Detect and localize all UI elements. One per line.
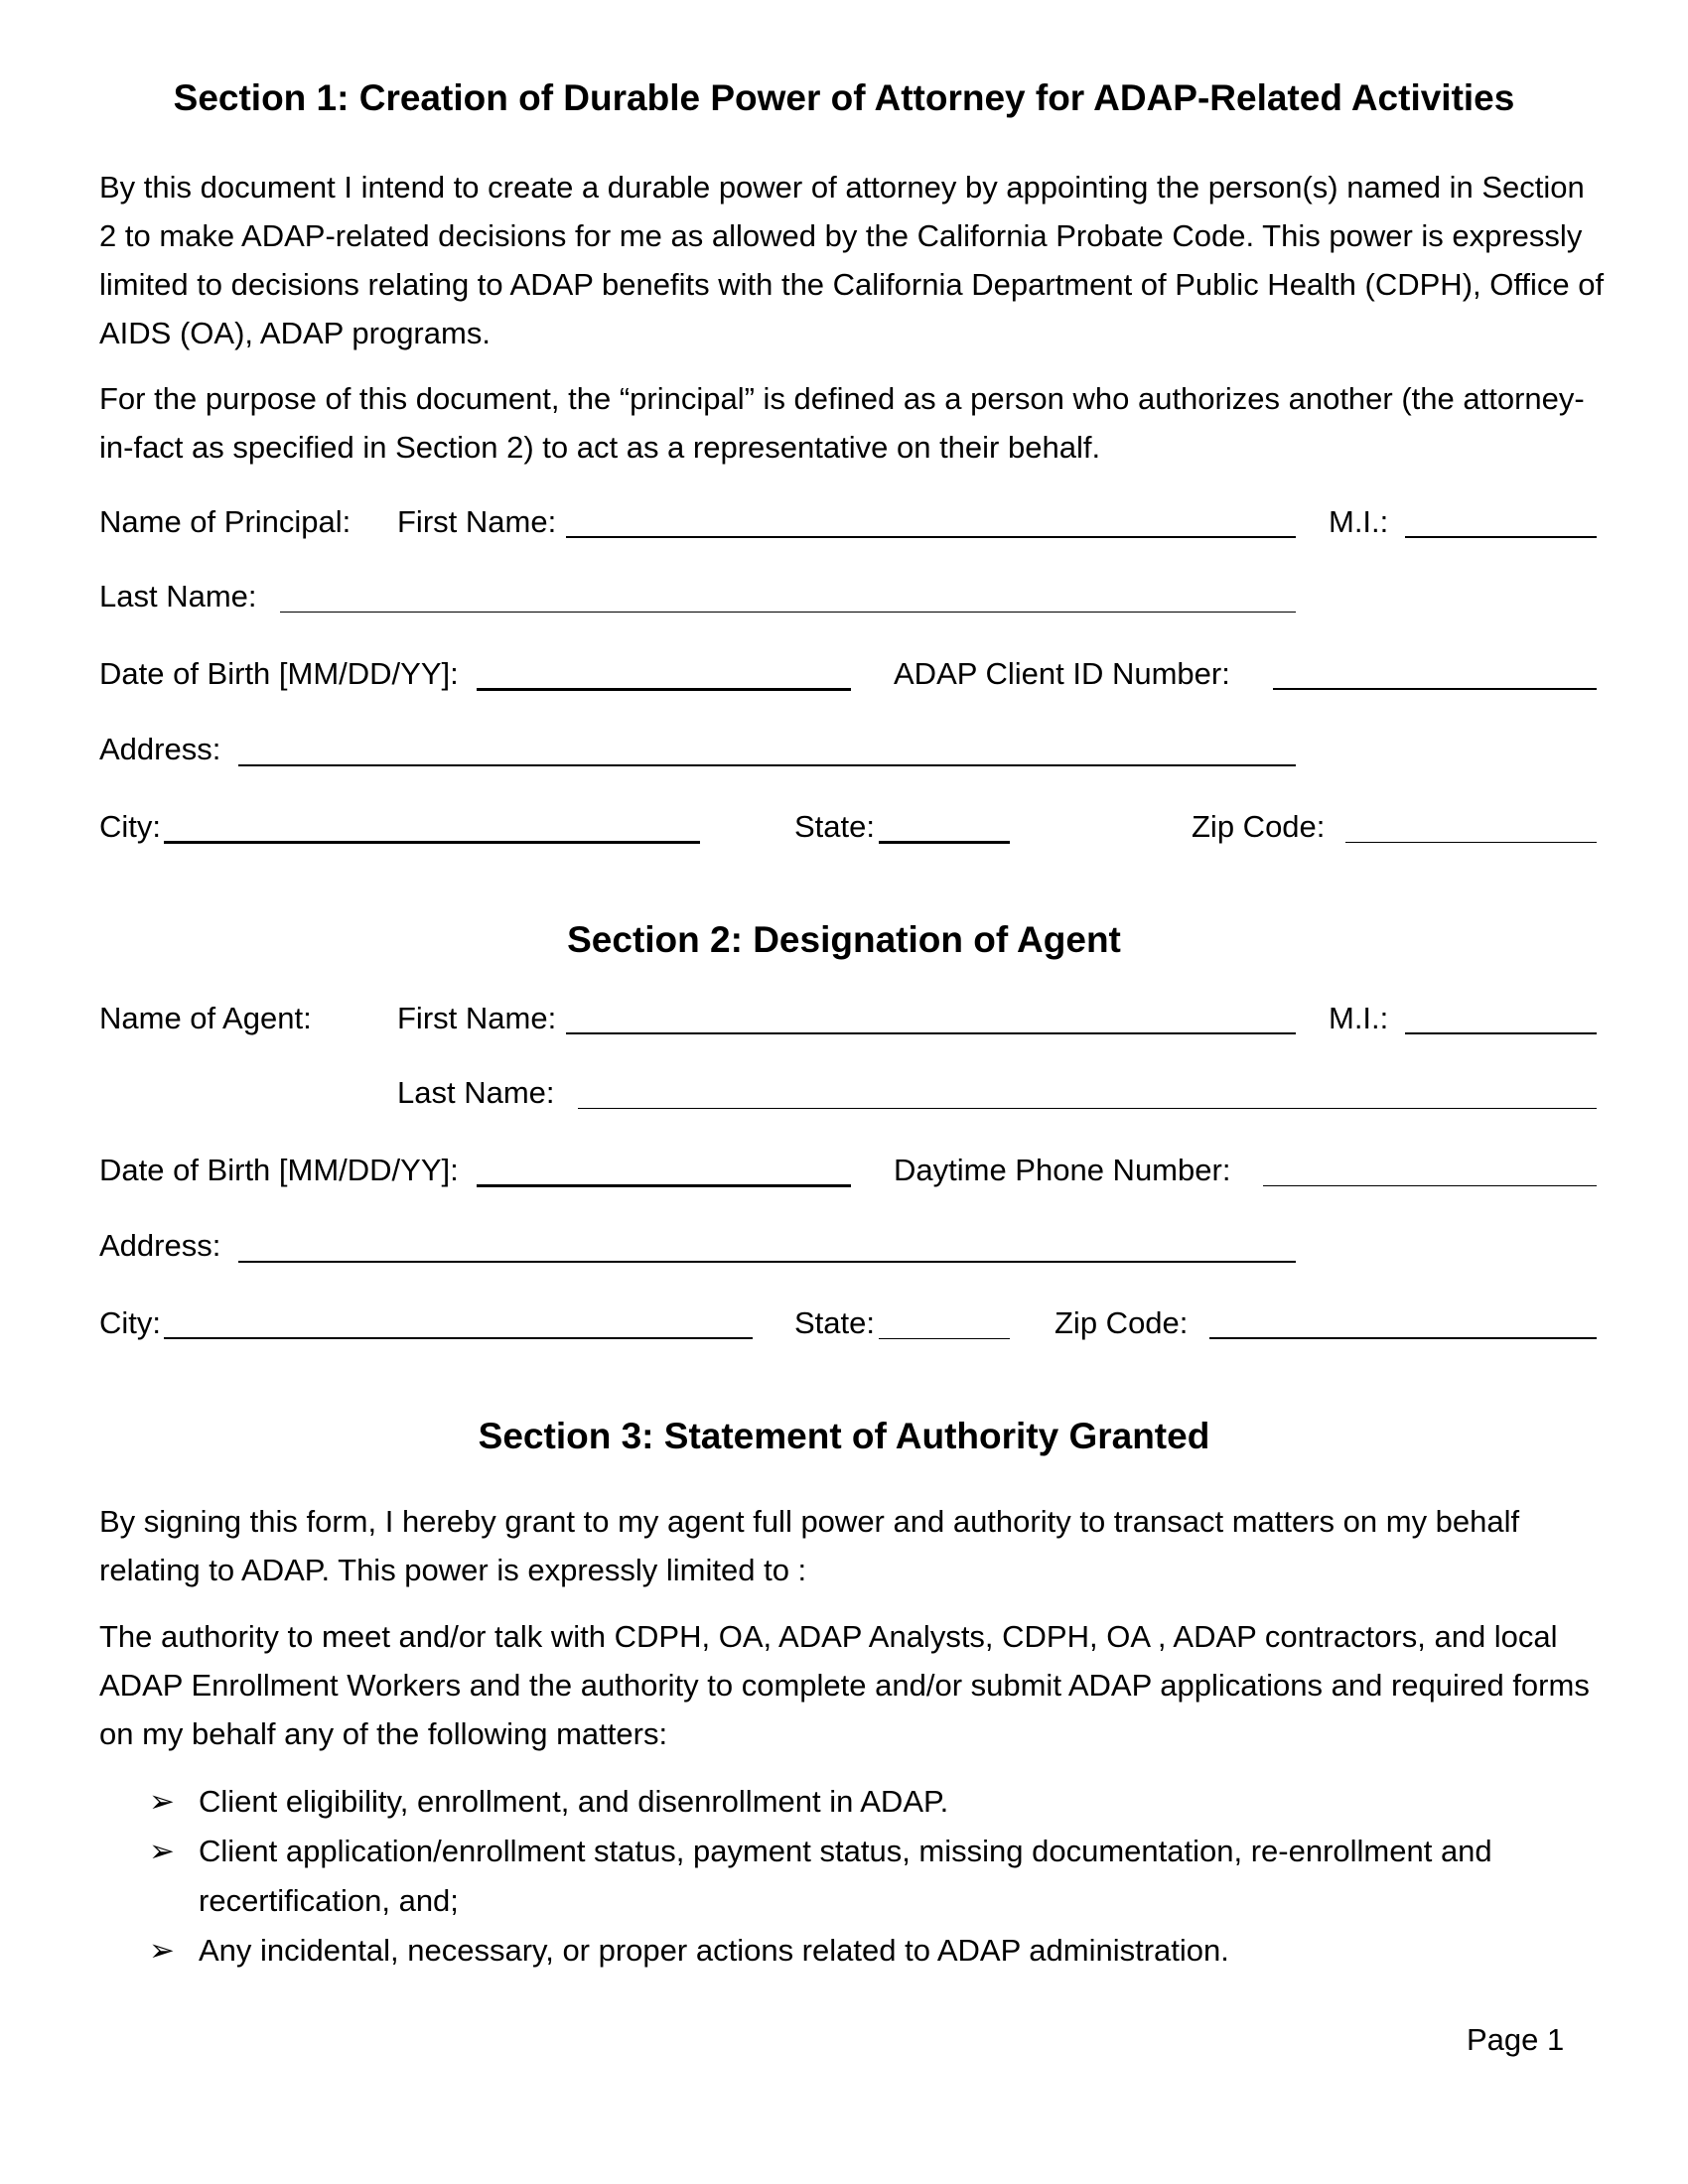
- principal-address-field[interactable]: [238, 764, 1296, 766]
- authority-matters-list: [149, 1777, 1539, 1976]
- agent-phone-label: Daytime Phone Number:: [894, 1153, 1231, 1187]
- agent-phone-field[interactable]: [1263, 1185, 1597, 1186]
- list-item: [149, 1827, 1539, 1926]
- principal-zip-field[interactable]: [1345, 842, 1597, 843]
- agent-state-label: State:: [794, 1305, 875, 1340]
- agent-mi-field[interactable]: [1405, 1032, 1597, 1034]
- principal-first-name-label: First Name:: [397, 504, 557, 539]
- section3-title: Section 3: Statement of Authority Granted: [478, 1416, 1210, 1456]
- principal-client-id-label: ADAP Client ID Number:: [894, 656, 1230, 691]
- principal-client-id-field[interactable]: [1273, 688, 1597, 690]
- section1-intro-paragraph: By this document I intend to create a durable power of attorney by appointing the person(s) named in Section 2 to make ADAP-related decisions for me as allowed by the California Probate Code. This power is expressly limited to decisions relating to ADAP benefits with the California Department of Public Health (CDPH), Office of AIDS (OA), ADAP programs.: [99, 170, 1605, 350]
- list-item-text: Client eligibility, enrollment, and disenrollment in ADAP.: [199, 1784, 949, 1819]
- section3-authority-paragraph: The authority to meet and/or talk with CDPH, OA, ADAP Analysts, CDPH, OA , ADAP contractors, and local ADAP Enrollment Workers and the authority to complete and/or submit ADAP applications and required forms on my behalf any of the following matters:: [99, 1619, 1590, 1751]
- principal-dob-field[interactable]: [477, 688, 851, 691]
- agent-zip-label: Zip Code:: [1055, 1305, 1189, 1340]
- principal-city-label: City:: [99, 809, 161, 844]
- arrow-bullet-icon: ➢: [149, 1784, 175, 1819]
- principal-last-name-label: Last Name:: [99, 579, 257, 614]
- principal-address-label: Address:: [99, 732, 221, 766]
- agent-last-name-field[interactable]: [578, 1108, 1597, 1109]
- agent-name-label: Name of Agent:: [99, 1001, 312, 1035]
- agent-mi-label: M.I.:: [1329, 1001, 1389, 1035]
- arrow-bullet-icon: ➢: [149, 1933, 175, 1968]
- agent-city-field[interactable]: [164, 1337, 753, 1339]
- principal-first-name-field[interactable]: [566, 536, 1296, 538]
- agent-first-name-field[interactable]: [566, 1032, 1296, 1034]
- agent-dob-label: Date of Birth [MM/DD/YY]:: [99, 1153, 459, 1187]
- list-item: [149, 1777, 1539, 1827]
- agent-address-label: Address:: [99, 1228, 221, 1263]
- list-item-text: Any incidental, necessary, or proper actions related to ADAP administration.: [199, 1933, 1229, 1968]
- principal-last-name-field[interactable]: [280, 612, 1296, 613]
- principal-dob-label: Date of Birth [MM/DD/YY]:: [99, 656, 459, 691]
- agent-dob-field[interactable]: [477, 1184, 851, 1187]
- agent-last-name-label: Last Name:: [397, 1075, 555, 1110]
- page-number: Page 1: [1467, 2022, 1565, 2057]
- agent-first-name-label: First Name:: [397, 1001, 557, 1035]
- section1-principal-definition: For the purpose of this document, the “principal” is defined as a person who authorizes another (the attorney-in-fact as specified in Section 2) to act as a representative on their behalf.: [99, 381, 1585, 465]
- section2-title: Section 2: Designation of Agent: [567, 919, 1121, 960]
- agent-zip-field[interactable]: [1209, 1337, 1597, 1339]
- agent-state-field[interactable]: [879, 1338, 1010, 1339]
- principal-zip-label: Zip Code:: [1192, 809, 1326, 844]
- section3-grant-paragraph: By signing this form, I hereby grant to my agent full power and authority to transact matters on my behalf relating to ADAP. This power is expressly limited to :: [99, 1504, 1520, 1587]
- principal-mi-label: M.I.:: [1329, 504, 1389, 539]
- agent-city-label: City:: [99, 1305, 161, 1340]
- principal-mi-field[interactable]: [1405, 536, 1597, 538]
- principal-state-label: State:: [794, 809, 875, 844]
- principal-city-field[interactable]: [164, 841, 700, 844]
- principal-state-field[interactable]: [879, 841, 1010, 844]
- arrow-bullet-icon: ➢: [149, 1834, 175, 1868]
- principal-name-label: Name of Principal:: [99, 504, 352, 539]
- agent-address-field[interactable]: [238, 1261, 1296, 1263]
- section1-title: Section 1: Creation of Durable Power of Attorney for ADAP-Related Activities: [173, 77, 1515, 118]
- list-item: [149, 1926, 1539, 1976]
- list-item-text: Client application/enrollment status, payment status, missing documentation, re-enrollment and recertification, and;: [199, 1834, 1492, 1918]
